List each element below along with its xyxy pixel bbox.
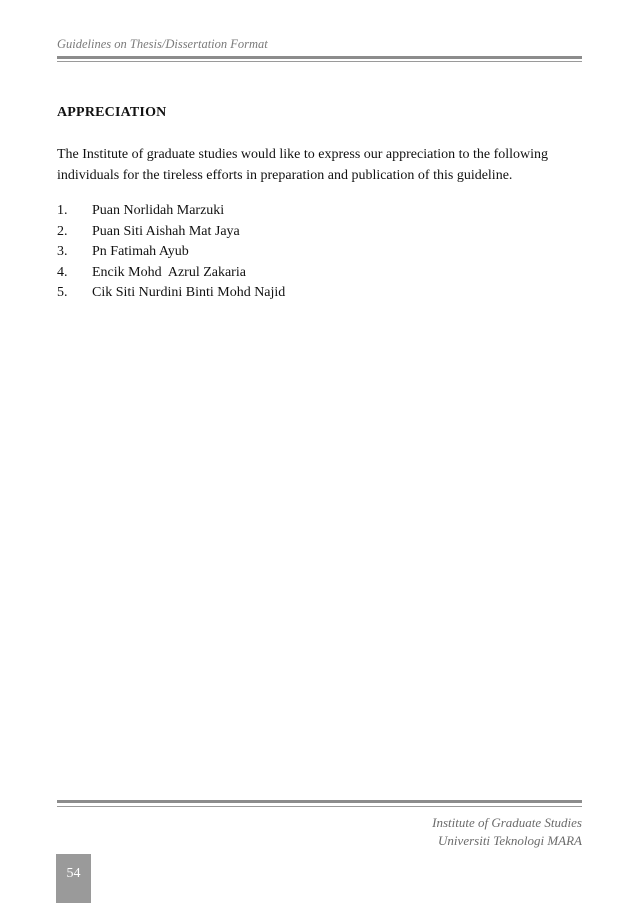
- paragraph-line: individuals for the tireless efforts in preparation and publication of this guideline.: [57, 168, 513, 183]
- section-heading: APPRECIATION: [57, 105, 167, 120]
- list-item-name: Cik Siti Nurdini Binti Mohd Najid: [92, 285, 286, 301]
- footer-line-institute: Institute of Graduate Studies: [432, 815, 582, 830]
- list-item: [57, 222, 285, 243]
- footer-line-university: Universiti Teknologi MARA: [438, 833, 582, 848]
- list-item-name: Puan Siti Aishah Mat Jaya: [92, 223, 240, 239]
- list-item-name: Puan Norlidah Marzuki: [92, 203, 225, 218]
- header-rule-thick: [57, 56, 582, 59]
- page-number: 54: [66, 866, 81, 881]
- page-number-box: [56, 854, 91, 903]
- header-rule-thin: [57, 61, 582, 62]
- list-item-name: Encik Mohd Azrul Zakaria: [92, 264, 246, 280]
- list-item-number: 4.: [57, 264, 68, 280]
- list-item: [57, 263, 285, 284]
- acknowledgement-list: [57, 201, 285, 304]
- page-header-title: Guidelines on Thesis/Dissertation Format: [57, 37, 268, 51]
- list-item: [57, 283, 285, 304]
- list-item-number: 5.: [57, 285, 68, 301]
- list-item-number: 3.: [57, 244, 68, 260]
- footer-rule-thin: [57, 806, 582, 807]
- list-item: [57, 242, 285, 263]
- list-item: [57, 201, 285, 222]
- paragraph-line: The Institute of graduate studies would like to express our appreciation to the following: [57, 147, 549, 162]
- list-item-name: Pn Fatimah Ayub: [92, 244, 189, 260]
- list-item-number: 2.: [57, 223, 68, 239]
- footer-institution: [432, 814, 582, 850]
- footer-rule-thick: [57, 800, 582, 803]
- list-item-number: 1.: [57, 203, 68, 218]
- appreciation-paragraph: [57, 144, 587, 186]
